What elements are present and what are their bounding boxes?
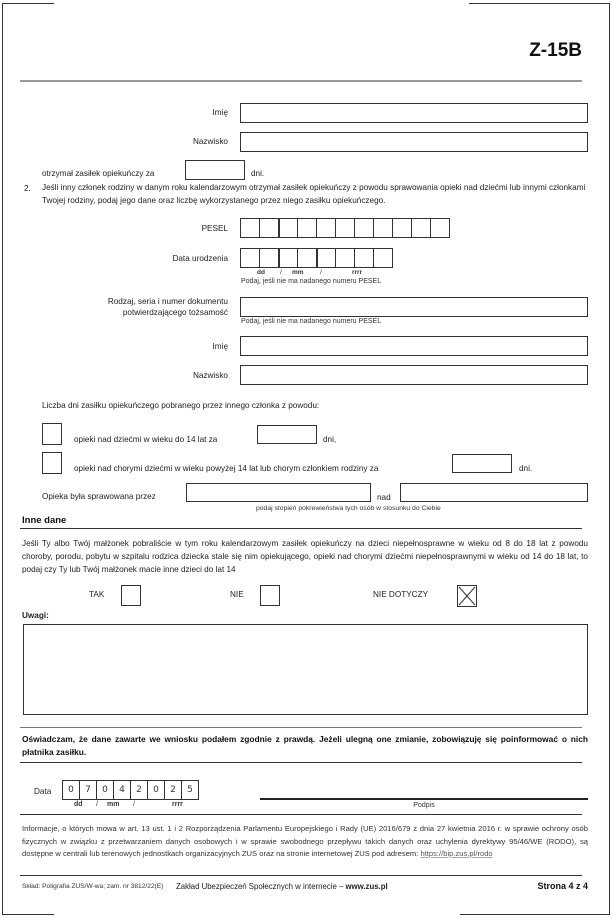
remarks-textarea[interactable] — [23, 624, 588, 715]
page-frame-right — [609, 3, 610, 915]
days-received-suffix: dni. — [251, 169, 265, 178]
birth-date-digit[interactable] — [240, 248, 260, 268]
section-2-number: 2. — [24, 184, 31, 193]
birth-date-digit[interactable] — [297, 248, 317, 268]
birth-date-dd: dd — [257, 269, 265, 276]
children-care-checkbox[interactable] — [42, 423, 62, 445]
days-received-input[interactable] — [185, 160, 245, 180]
remarks-label: Uwagi: — [22, 611, 49, 620]
document-label-line2: potwierdzającego tożsamość — [122, 308, 228, 317]
signature-date-mm: mm — [107, 801, 120, 808]
signature-date-rrrr: rrrr — [172, 801, 183, 808]
option-nie-dotyczy-checkbox[interactable] — [457, 585, 477, 607]
signature-label: Podpis — [413, 802, 435, 809]
birth-date-digit[interactable] — [278, 248, 298, 268]
birth-date-label: Data urodzenia — [172, 254, 228, 263]
days-reason-intro: Liczba dni zasiłku opiekuńczego pobranego przez innego członka z powodu: — [42, 401, 320, 410]
rodo-text: Informacje, o których mowa w art. 13 ust. 1 i 2 Rozporządzenia Parlamentu Europejskiego i Rady (UE) 2016/679 z dnia 27 kwietnia 2016 r. w sprawie ochrony osób fizycznych w związku z przetwarzaniem danych osobowych i w sprawie swobodnego przepływu takich danych oraz uchylenia dyrektywy 95/46/WE (RODO), są dostępne w centrali lub terenowych jednostkach organizacyjnych ZUS oraz na stronie internetowej ZUS pod adresem: — [22, 824, 588, 858]
zus-online — [176, 882, 388, 891]
care-over-label: nad — [377, 493, 391, 502]
declaration-bottom-divider — [20, 762, 582, 763]
birth-date-hint: Podaj, jeśli nie ma nadanego numeru PESEL — [241, 278, 382, 285]
birth-date-mm: mm — [292, 269, 304, 276]
signature-date-digit[interactable]: 5 — [181, 780, 199, 800]
pesel-digit[interactable] — [297, 218, 317, 238]
option-tak-checkbox[interactable] — [121, 585, 141, 606]
option-nie-label: NIE — [230, 590, 244, 599]
signature-date-sep2: / — [133, 801, 135, 808]
signature-date-dd: dd — [74, 801, 83, 808]
pesel-digit[interactable] — [316, 218, 336, 238]
birth-date-digit[interactable] — [373, 248, 393, 268]
page-frame-top-left — [2, 3, 54, 4]
birth-date-digit[interactable] — [259, 248, 279, 268]
pesel-digit[interactable] — [259, 218, 279, 238]
member-last-name-input[interactable] — [240, 365, 588, 385]
sick-care-days-input[interactable] — [452, 454, 512, 473]
signature-date-digit[interactable]: 0 — [147, 780, 165, 800]
signature-date-input[interactable] — [62, 780, 199, 800]
birth-date-sep1: / — [280, 269, 282, 276]
pesel-digit[interactable] — [392, 218, 412, 238]
signature-line[interactable] — [260, 798, 588, 800]
document-hint: Podaj, jeśli nie ma nadanego numeru PESEL — [241, 318, 382, 325]
birth-date-digit[interactable] — [354, 248, 374, 268]
member-first-name-input[interactable] — [240, 336, 588, 356]
sick-care-checkbox[interactable] — [42, 452, 62, 474]
pesel-digit[interactable] — [373, 218, 393, 238]
page-frame-bottom-right — [460, 914, 610, 915]
declaration-top-divider — [20, 727, 582, 728]
section-2-intro: Jeśli inny członek rodziny w danym roku kalendarzowym otrzymał zasiłek opiekuńczy z powodu sprawowania opieki nad dziećmi lub innymi członkami Twojej rodziny, podaj jego dane oraz liczbę wykorzystanego przez niego zasiłku opiekuńczego. — [42, 183, 586, 205]
children-care-suffix: dni, — [323, 435, 337, 444]
document-input[interactable] — [240, 297, 588, 317]
pesel-digit[interactable] — [354, 218, 374, 238]
zus-url[interactable]: www.zus.pl — [345, 882, 388, 891]
page-frame-left — [2, 3, 3, 915]
pesel-digit[interactable] — [411, 218, 431, 238]
other-data-text: Jeśli Ty albo Twój małżonek pobraliście w tym roku kalendarzowym zasiłek opiekuńczy na dzieci niepełnosprawne w wieku od 8 do 18 lat z powodu choroby, porodu, pobytu w szpitalu rodzica dziecka stale się nim opiekującego, opieki nad chorymi dziećmi niepełnosprawnymi w wieku od 14 do 18 lat, to podaj czy Ty lub Twój małżonek macie inne dzieci do lat 14 — [22, 539, 588, 574]
other-data-heading: Inne dane — [22, 515, 67, 526]
member-last-name-label: Nazwisko — [192, 371, 228, 380]
last-name-input[interactable] — [240, 132, 588, 152]
first-name-input[interactable] — [240, 103, 588, 123]
signature-bottom-divider — [20, 814, 582, 815]
pesel-digit[interactable] — [240, 218, 260, 238]
birth-date-sep2: / — [320, 269, 322, 276]
rodo-info — [22, 823, 588, 861]
care-over-input[interactable] — [400, 483, 588, 502]
children-care-label: opieki nad dziećmi w wieku do 14 lat za — [74, 435, 218, 444]
member-first-name-label: Imię — [212, 342, 228, 351]
signature-date-digit[interactable]: 0 — [96, 780, 114, 800]
signature-date-digit[interactable]: 7 — [79, 780, 97, 800]
sick-care-suffix: dni. — [519, 464, 533, 473]
relation-hint: podaj stopień pokrewieństwa tych osób w stosunku do Ciebie — [256, 505, 441, 512]
children-care-days-input[interactable] — [257, 425, 317, 444]
signature-date-digit[interactable]: 4 — [113, 780, 131, 800]
pesel-digit[interactable] — [430, 218, 450, 238]
option-nie-dotyczy-label: NIE DOTYCZY — [373, 590, 429, 599]
checked-x-icon — [458, 586, 476, 606]
page-number: Strona 4 z 4 — [537, 881, 588, 891]
print-info: Skład: Poligrafia ZUS/W-wa; zam. nr 3812/22(E) — [22, 883, 164, 890]
document-label — [108, 296, 228, 318]
page-frame-top-right — [469, 3, 610, 4]
signature-date-label: Data — [34, 787, 52, 796]
document-label-line1: Rodzaj, seria i numer dokumentu — [107, 297, 228, 306]
first-name-label: Imię — [212, 108, 228, 117]
declaration-text: Oświadczam, że dane zawarte we wniosku podałem zgodnie z prawdą. Jeżeli ulegną one zmianie, zobowiązuję się poinformować o nich płatnika zasiłku. — [22, 734, 588, 757]
pesel-label: PESEL — [201, 224, 228, 233]
option-tak-label: TAK — [89, 590, 105, 599]
birth-date-digit[interactable] — [316, 248, 336, 268]
rodo-link[interactable]: https://bip.zus.pl/rodo — [420, 849, 493, 858]
signature-date-digit[interactable]: 2 — [130, 780, 148, 800]
birth-date-rrrr: rrrr — [352, 269, 363, 276]
sick-care-label: opieki nad chorymi dziećmi w wieku powyżej 14 lat lub chorym członkiem rodziny za — [74, 464, 379, 473]
option-nie-checkbox[interactable] — [260, 585, 280, 606]
other-data-divider — [20, 528, 582, 529]
signature-date-sep1: / — [96, 801, 98, 808]
days-received-label: otrzymał zasiłek opiekuńczy za — [42, 169, 155, 178]
footer-divider — [20, 875, 582, 876]
birth-date-digit[interactable] — [335, 248, 355, 268]
birth-date-input[interactable] — [240, 248, 393, 268]
last-name-label: Nazwisko — [192, 137, 228, 146]
header-divider — [20, 80, 582, 82]
page-frame-bottom-left — [2, 914, 54, 915]
pesel-digit[interactable] — [278, 218, 298, 238]
care-by-label: Opieka była sprawowana przez — [42, 492, 156, 501]
signature-date-digit[interactable]: 0 — [62, 780, 80, 800]
care-by-input[interactable] — [186, 483, 371, 502]
zus-online-text: Zakład Ubezpieczeń Społecznych w internecie – — [176, 882, 346, 891]
signature-date-digit[interactable]: 2 — [164, 780, 182, 800]
form-code: Z-15B — [529, 40, 582, 61]
pesel-input[interactable] — [240, 218, 450, 238]
pesel-digit[interactable] — [335, 218, 355, 238]
